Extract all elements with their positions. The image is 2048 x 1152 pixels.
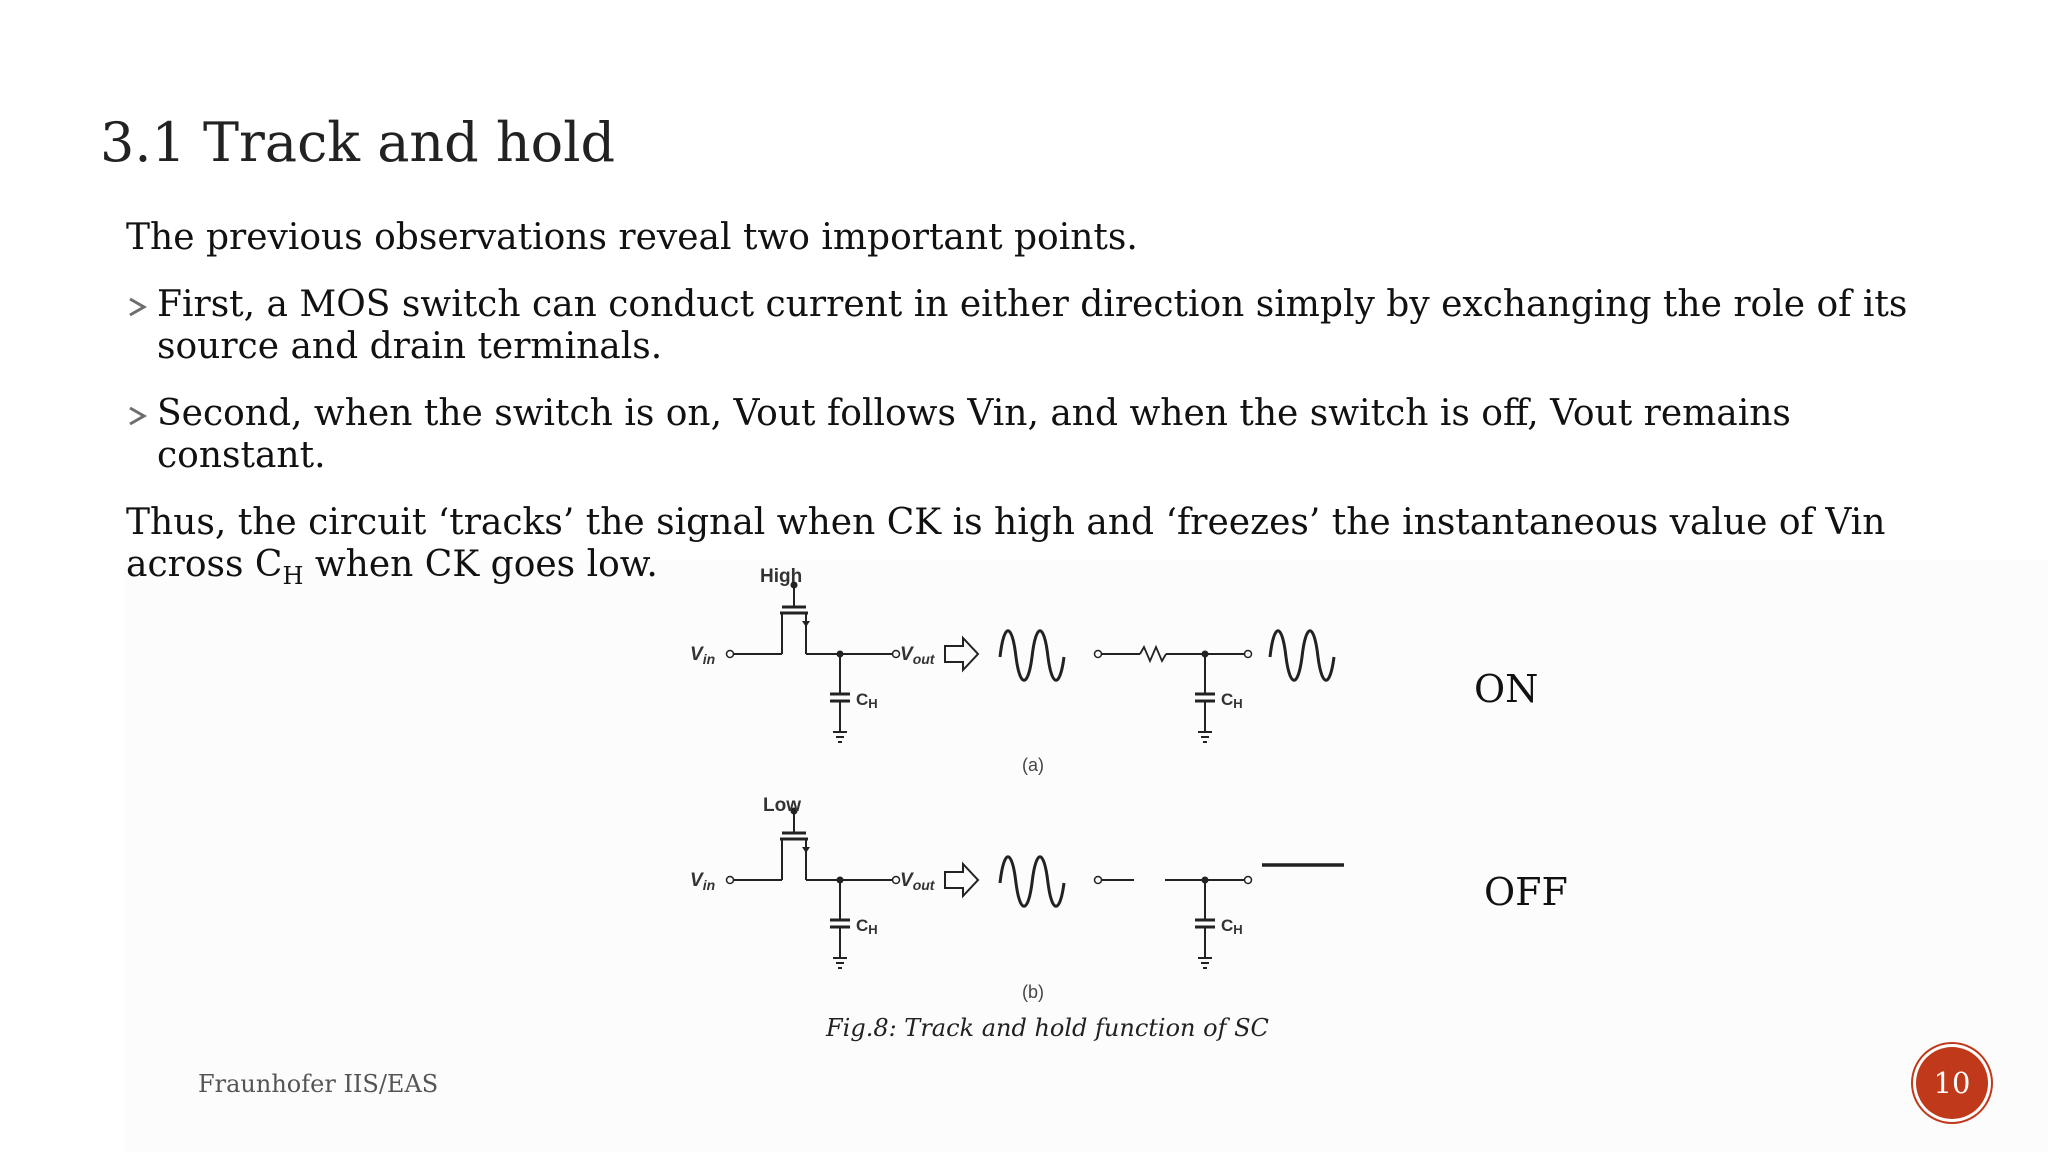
conclusion-subscript: H	[282, 562, 304, 590]
sine-wave-output-a	[1270, 631, 1334, 681]
cap-label-b2: CH	[1221, 916, 1243, 937]
sine-wave-input-b	[1000, 857, 1064, 907]
gate-label-low: Low	[763, 795, 801, 816]
cap-label-a2: CH	[1221, 690, 1243, 711]
vout-label-a: $V_{out}$	[900, 644, 935, 667]
panel-tag-a: (a)	[1022, 755, 1044, 775]
page-number-badge: 10	[1916, 1047, 1988, 1119]
conclusion-part-2: when CK goes low.	[303, 544, 658, 585]
vout-label-b: $V_{out}$	[900, 870, 935, 893]
intro-text: The previous observations reveal two important points.	[126, 217, 1138, 258]
conclusion-part-1: Thus, the circuit ‘tracks’ the signal when CK is high and ‘freezes’ the instantaneous value of Vin across C	[126, 502, 1886, 585]
bullet-text-1: First, a MOS switch can conduct current in either direction simply by exchanging the role of its source and drain terminals.	[157, 284, 1908, 367]
sine-wave-input-a	[1000, 631, 1064, 681]
cap-label-b1: CH	[856, 916, 878, 937]
bullet-item-2	[126, 393, 1916, 477]
vin-label-b: $V_{in}$	[690, 870, 716, 893]
bullet-text-2: Second, when the switch is on, Vout follows Vin, and when the switch is off, Vout remains constant.	[157, 393, 1791, 476]
arrow-right-icon	[945, 638, 978, 670]
arrow-right-icon	[945, 864, 978, 896]
panel-b-switch-circuit	[727, 808, 900, 969]
arrow-bullet-icon	[126, 395, 150, 437]
vin-label-a: $V_{in}$	[690, 644, 716, 667]
panel-tag-b: (b)	[1022, 982, 1044, 1002]
arrow-bullet-icon	[126, 286, 150, 328]
figure-caption: Fig.8: Track and hold function of SC	[826, 1014, 1269, 1042]
state-label-off: OFF	[1484, 870, 1568, 914]
track-hold-figure	[660, 552, 1360, 1012]
cap-label-a1: CH	[856, 690, 878, 711]
footer-organization: Fraunhofer IIS/EAS	[198, 1070, 439, 1098]
circuit-diagram	[660, 552, 1360, 1012]
slide-title: 3.1 Track and hold	[100, 111, 616, 174]
resistor-icon	[1140, 647, 1166, 661]
panel-a-switch-circuit	[727, 582, 900, 743]
bullet-item-1	[126, 284, 1916, 368]
state-label-on: ON	[1474, 667, 1539, 711]
gate-label-high: High	[760, 566, 803, 587]
